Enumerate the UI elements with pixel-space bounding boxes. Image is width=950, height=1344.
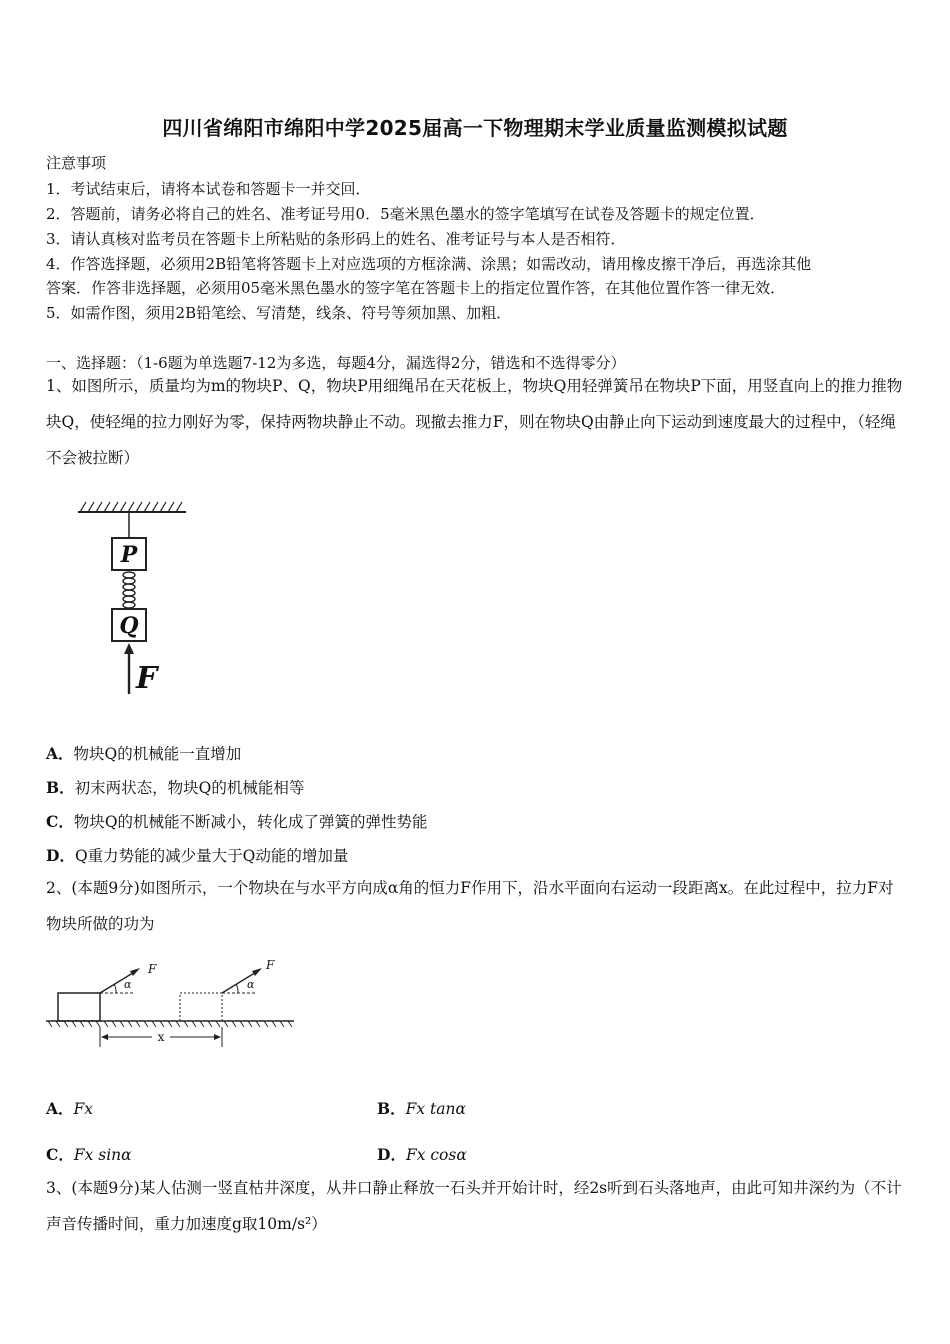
q1-option-a: A．物块Q的机械能一直增加 — [46, 744, 242, 763]
section-heading: 一、选择题：（1-6题为单选题7-12为多选，每题4分，漏选得2分，错选和不选得零分） — [46, 354, 626, 372]
question-1-text: 1、如图所示，质量均为m的物块P、Q，物块P用细绳吊在天花板上，物块Q用轻弹簧吊在物块P下面，用竖直向上的推力推物块Q，使轻绳的拉力刚好为零，保持两物块静止不动。现撤去推力F，则在物块Q由静止向下运动到速度最大的过程中，（轻绳不会被拉断） — [46, 377, 903, 467]
q2-figure — [44, 955, 296, 1050]
block-start — [58, 993, 100, 1021]
notice-item: 答案．作答非选择题，必须用05毫米黑色墨水的签字笔在答题卡上的指定位置作答，在其他位置作答一律无效． — [46, 279, 786, 297]
force-label-1: F — [148, 962, 157, 976]
question-2-text: 2、(本题9分)如图所示，一个物块在与水平方向成α角的恒力F作用下，沿水平面向右运动一段距离x。在此过程中，拉力F对物块所做的功为 — [46, 879, 894, 933]
force-label: F — [136, 661, 158, 696]
alpha-label-1: α — [124, 978, 132, 991]
q1-option-d: D．Q重力势能的减少量大于Q动能的增加量 — [46, 846, 349, 865]
q1-figure — [70, 498, 200, 698]
notice-item: 5．如需作图，须用2B铅笔绘、写清楚，线条、符号等须加黑、加粗． — [46, 304, 512, 322]
distance-label: x — [157, 1030, 165, 1044]
q1-option-b: B．初末两状态，物块Q的机械能相等 — [46, 778, 305, 797]
notice-item: 2．答题前，请务必将自己的姓名、准考证号用0．5毫米黑色墨水的签字笔填写在试卷及答题卡的规定位置． — [46, 205, 765, 223]
force-label-2: F — [266, 958, 275, 972]
page-title: 四川省绵阳市绵阳中学2025届高一下物理期末学业质量监测模拟试题 — [162, 116, 788, 140]
q2-option-b: B．Fx tanα — [377, 1099, 466, 1118]
block-end — [180, 993, 222, 1021]
notice-item: 4．作答选择题，必须用2B铅笔将答题卡上对应选项的方框涂满、涂黑；如需改动，请用橡皮擦干净后，再选涂其他 — [46, 255, 812, 273]
block-q-label: Q — [119, 613, 139, 639]
question-3-text: 3、(本题9分)某人估测一竖直枯井深度，从井口静止释放一石头并开始计时，经2s听到石头落地声，由此可知井深约为（不计声音传播时间，重力加速度g取10m/s²） — [46, 1179, 902, 1233]
alpha-label-2: α — [247, 978, 255, 991]
q2-option-a: A．Fx — [46, 1099, 94, 1118]
q2-option-c: C．Fx sinα — [46, 1145, 132, 1164]
notice-item: 3．请认真核对监考员在答题卡上所粘贴的条形码上的姓名、准考证号与本人是否相符． — [46, 230, 626, 248]
q1-option-c: C．物块Q的机械能不断减小，转化成了弹簧的弹性势能 — [46, 812, 428, 831]
block-p-label: P — [120, 542, 138, 568]
notice-heading: 注意事项 — [46, 154, 107, 172]
notice-item: 1．考试结束后，请将本试卷和答题卡一并交回． — [46, 180, 371, 198]
spring — [123, 572, 135, 608]
q2-option-d: D．Fx cosα — [377, 1145, 467, 1164]
